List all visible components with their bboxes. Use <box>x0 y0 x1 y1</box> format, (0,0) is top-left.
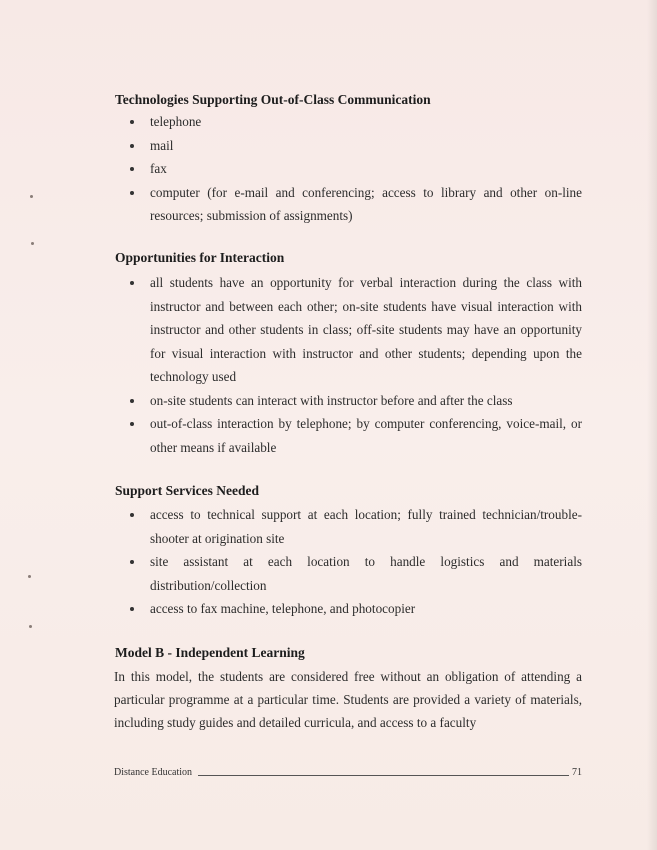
section-heading-support-services: Support Services Needed <box>115 483 259 498</box>
footer-title: Distance Education <box>114 767 193 778</box>
page-footer <box>114 767 582 778</box>
bullet-icon <box>130 607 134 611</box>
technologies-list <box>130 110 582 228</box>
list-item: all students have an opportunity for verbal interaction during the class with instructor and between each other; on-site students have visual interaction with instructor and other students in class; off-site students may have an opportunity for visual interaction with instructor and other students; depending upon the technology used <box>130 271 582 389</box>
list-item: access to technical support at each location; fully trained technician/trouble-shooter at origination site <box>130 503 582 550</box>
list-item: access to fax machine, telephone, and photocopier <box>130 597 582 621</box>
model-b-paragraph: In this model, the students are considered free without an obligation of attending a particular programme at a particular time. Students are provided a variety of materials, including study guides and detailed curricula, and access to a faculty <box>114 669 582 730</box>
opportunities-list <box>130 271 582 459</box>
section-heading-technologies: Technologies Supporting Out-of-Class Communication <box>115 92 431 107</box>
list-item: computer (for e-mail and conferencing; access to library and other on-line resources; submission of assignments) <box>130 181 582 228</box>
bullet-icon <box>130 191 134 195</box>
bullet-icon <box>130 281 134 285</box>
bullet-icon <box>130 513 134 517</box>
list-item: telephone <box>130 110 582 134</box>
bullet-icon <box>130 167 134 171</box>
list-item: site assistant at each location to handle logistics and materials distribution/collection <box>130 550 582 597</box>
list-item: fax <box>130 157 582 181</box>
page-edge-shadow <box>647 0 657 850</box>
section-heading-model-b: Model B - Independent Learning <box>115 645 305 660</box>
bullet-icon <box>130 560 134 564</box>
bullet-icon <box>130 120 134 124</box>
footer-rule <box>198 775 569 776</box>
scan-speck <box>28 575 31 578</box>
scan-speck <box>31 242 34 245</box>
scan-speck <box>29 625 32 628</box>
support-services-list <box>130 503 582 621</box>
bullet-icon <box>130 144 134 148</box>
bullet-icon <box>130 399 134 403</box>
list-item: out-of-class interaction by telephone; by computer conferencing, voice-mail, or other means if available <box>130 412 582 459</box>
section-heading-opportunities: Opportunities for Interaction <box>115 250 285 265</box>
page-number: 71 <box>572 767 582 778</box>
list-item: on-site students can interact with instructor before and after the class <box>130 389 582 413</box>
list-item: mail <box>130 134 582 158</box>
scan-speck <box>30 195 33 198</box>
bullet-icon <box>130 422 134 426</box>
